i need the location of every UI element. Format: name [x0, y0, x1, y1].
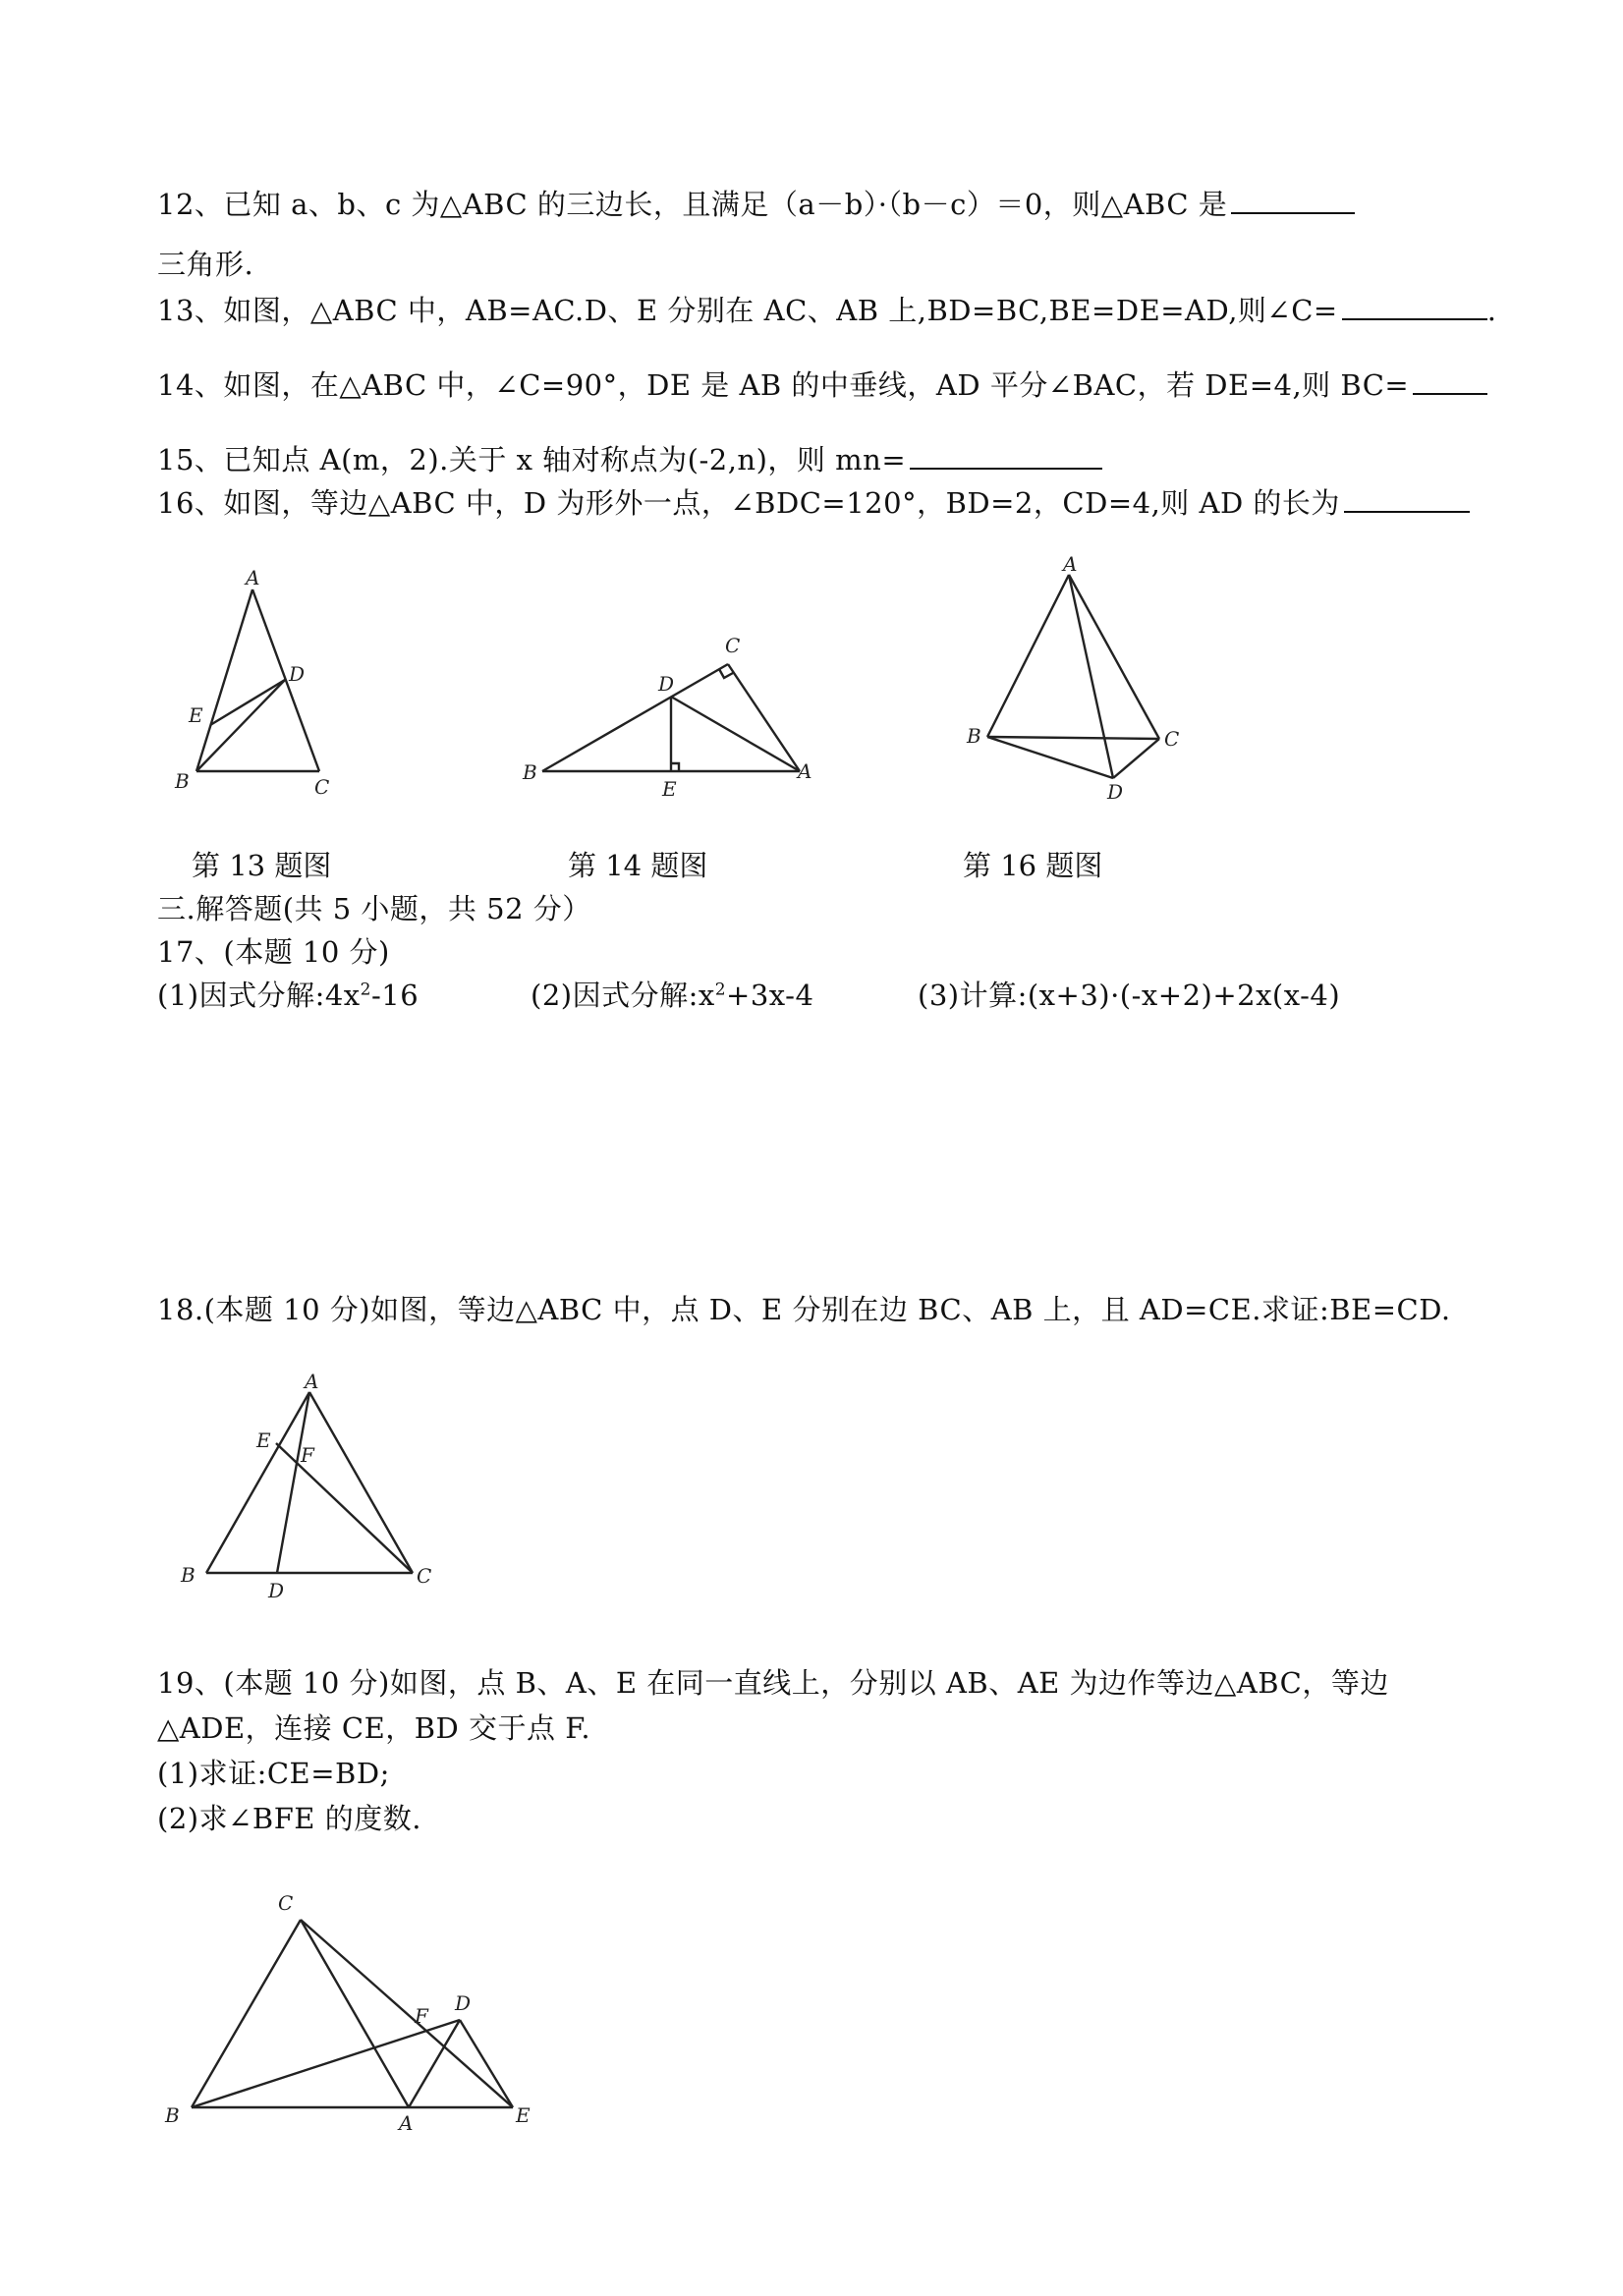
vertex-label-a: A [798, 759, 812, 783]
part-2-text: (2)因式分解:x [531, 979, 715, 1012]
segment-ac [1069, 575, 1159, 739]
figure-14-caption: 第 14 题图 [568, 849, 708, 882]
answer-blank-13[interactable] [1342, 289, 1487, 320]
segment-ca [728, 664, 800, 771]
vertex-label-d: D [268, 1579, 285, 1602]
segment-ca [301, 1920, 409, 2107]
vertex-label-a: A [399, 2111, 414, 2135]
exponent: 2 [360, 980, 371, 1000]
answer-blank-14[interactable] [1413, 364, 1487, 395]
answer-blank-12[interactable] [1231, 183, 1355, 214]
vertex-label-f: F [301, 1443, 314, 1467]
question-13 [157, 289, 1496, 329]
vertex-label-b: B [967, 724, 981, 748]
exponent: 2 [714, 980, 727, 1000]
vertex-label-e: E [256, 1428, 271, 1452]
question-12-continuation: 三角形. [157, 248, 254, 281]
question-18: 18.(本题 10 分)如图，等边△ABC 中，点 D、E 分别在边 BC、AB 上，且 AD=CE.求证:BE=CD. [157, 1293, 1451, 1326]
vertex-label-e: E [662, 777, 677, 801]
question-12-text: 12、已知 a、b、c 为△ABC 的三边长，且满足（a－b）·（b－c）＝0，则△ABC 是 [157, 188, 1228, 221]
segment-de [460, 2020, 513, 2107]
question-15 [157, 438, 1102, 478]
vertex-label-b: B [175, 769, 190, 793]
vertex-label-e: E [516, 2103, 531, 2127]
figure-18 [167, 1361, 452, 1606]
segment-bc [987, 737, 1159, 739]
vertex-label-a: A [305, 1370, 319, 1393]
question-19-part-2: (2)求∠BFE 的度数. [157, 1802, 421, 1835]
vertex-label-a: A [246, 566, 260, 589]
question-12 [157, 183, 1355, 223]
vertex-label-d: D [1107, 780, 1124, 804]
segment-ab [987, 575, 1069, 737]
vertex-label-d: D [455, 1991, 472, 2015]
question-16-text: 16、如图，等边△ABC 中，D 为形外一点，∠BDC=120°，BD=2，CD=4,则 AD 的长为 [157, 486, 1340, 520]
segment-ad [1069, 575, 1113, 778]
question-17-part-2 [531, 977, 813, 1014]
segment-bd [192, 2020, 460, 2107]
vertex-label-c: C [278, 1891, 294, 1915]
segment-bd [987, 737, 1113, 778]
figure-16-caption: 第 16 题图 [963, 849, 1103, 882]
segment-ec [276, 1443, 413, 1573]
figure-16 [953, 552, 1199, 811]
segment-cd [1113, 739, 1159, 778]
segment-ce [301, 1920, 513, 2107]
segment-da [671, 697, 800, 771]
question-13-text: 13、如图，△ABC 中，AB=AC.D、E 分别在 AC、AB 上,BD=BC,BE=DE=AD,则∠C= [157, 294, 1338, 327]
question-14-text: 14、如图，在△ABC 中，∠C=90°，DE 是 AB 的中垂线，AD 平分∠BAC，若 DE=4,则 BC= [157, 368, 1410, 402]
question-16 [157, 481, 1470, 522]
figure-13-caption: 第 13 题图 [192, 849, 332, 882]
answer-blank-15[interactable] [910, 438, 1102, 470]
answer-blank-16[interactable] [1344, 481, 1470, 513]
question-19-part-1: (1)求证:CE=BD; [157, 1757, 390, 1790]
question-17-part-3: (3)计算:(x+3)·(-x+2)+2x(x-4) [918, 979, 1341, 1012]
vertex-label-d: D [289, 662, 306, 686]
figure-13 [167, 566, 344, 806]
segment-bc [192, 1920, 301, 2107]
vertex-label-b: B [181, 1563, 196, 1587]
vertex-label-f: F [415, 2004, 428, 2028]
section-3-heading: 三.解答题(共 5 小题，共 52 分） [157, 892, 591, 925]
segment-ac [309, 1392, 413, 1573]
vertex-label-b: B [523, 760, 537, 784]
question-14 [157, 364, 1487, 404]
part-1-text: (1)因式分解:4x [157, 979, 361, 1012]
vertex-label-c: C [417, 1564, 432, 1588]
part-2-text-end: +3x-4 [726, 979, 814, 1012]
vertex-label-e: E [189, 703, 203, 727]
vertex-label-c: C [725, 634, 741, 657]
vertex-label-c: C [1164, 727, 1180, 751]
question-19-line-1: 19、(本题 10 分)如图，点 B、A、E 在同一直线上，分别以 AB、AE 为边作等边△ABC，等边 [157, 1666, 1389, 1700]
segment-bc [542, 664, 728, 771]
right-angle-mark-e [671, 763, 679, 771]
vertex-label-d: D [658, 672, 675, 696]
figure-14 [511, 629, 825, 806]
question-19-line-2: △ADE，连接 CE，BD 交于点 F. [157, 1711, 591, 1745]
part-1-text-end: -16 [370, 979, 420, 1012]
segment-ac [252, 589, 319, 771]
figure-19 [157, 1886, 550, 2142]
question-17-part-1 [157, 977, 419, 1014]
question-13-end: . [1486, 294, 1497, 327]
question-15-text: 15、已知点 A(m，2).关于 x 轴对称点为(-2,n)，则 mn= [157, 443, 907, 476]
vertex-label-a: A [1063, 552, 1078, 576]
vertex-label-c: C [314, 775, 330, 799]
vertex-label-b: B [165, 2103, 180, 2127]
question-17-title: 17、(本题 10 分) [157, 935, 390, 969]
